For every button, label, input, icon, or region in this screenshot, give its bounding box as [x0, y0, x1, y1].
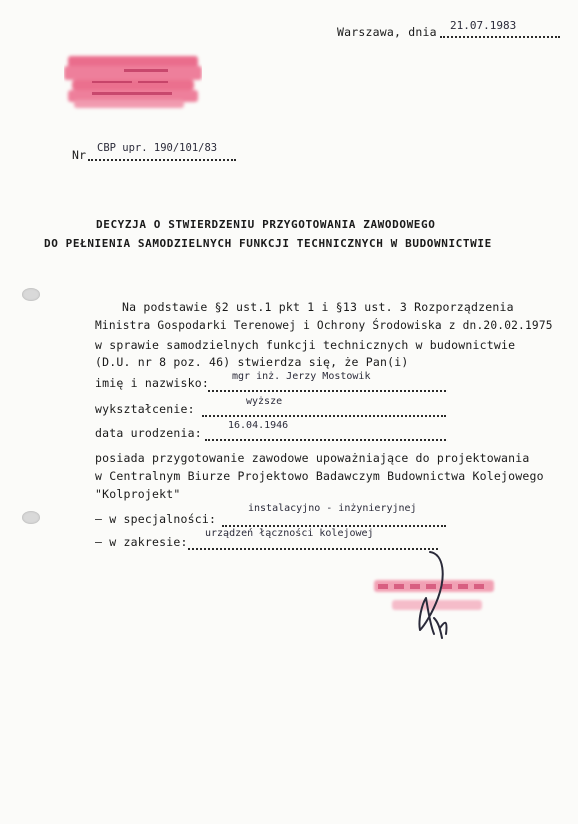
specialty-value: instalacyjno - inżynieryjnej	[248, 503, 417, 514]
body-line-1: Na podstawie §2 ust.1 pkt 1 i §13 ust. 3 Rozporządzenia	[122, 300, 514, 314]
institution-stamp-graphic	[64, 52, 202, 112]
date-value: 21.07.1983	[450, 19, 517, 32]
document-title-line2: DO PEŁNIENIA SAMODZIELNYCH FUNKCJI TECHNICZNYCH W BUDOWNICTWIE	[44, 237, 492, 250]
reference-number: CBP upr. 190/101/83	[97, 142, 218, 154]
institution-stamp	[64, 52, 202, 112]
document-title-line1: DECYZJA O STWIERDZENIU PRZYGOTOWANIA ZAWODOWEGO	[96, 218, 436, 231]
dob-dotted-line	[205, 437, 446, 441]
name-label: imię i nazwisko:	[95, 376, 209, 390]
scope-value: urządzeń łączności kolejowej	[205, 528, 374, 539]
education-dotted-line	[202, 413, 446, 417]
date-dotted-line	[440, 34, 560, 38]
ref-dotted-line	[88, 157, 236, 161]
place-label: Warszawa, dnia	[337, 25, 437, 39]
punch-hole-bottom	[22, 511, 40, 524]
specialty-dotted-line	[222, 523, 446, 527]
nr-label: Nr	[72, 148, 87, 162]
body-line-4: (D.U. nr 8 poz. 46) stwierdza się, że Pan(i)	[95, 355, 409, 369]
scope-label: – w zakresie:	[95, 535, 188, 549]
education-label: wykształcenie:	[95, 402, 195, 416]
dob-value: 16.04.1946	[228, 420, 289, 431]
punch-hole-top	[22, 288, 40, 301]
body-line-7: "Kolprojekt"	[95, 487, 181, 501]
body-line-2: Ministra Gospodarki Terenowej i Ochrony Środowiska z dn.20.02.1975	[95, 319, 553, 332]
body-line-3: w sprawie samodzielnych funkcji technicznych w budownictwie	[95, 338, 516, 352]
signature-graphic	[400, 548, 460, 648]
specialty-label: – w specjalności:	[95, 512, 217, 526]
dob-label: data urodzenia:	[95, 426, 202, 440]
body-line-6: w Centralnym Biurze Projektowo Badawczym Budownictwa Kolejowego	[95, 469, 544, 483]
education-value: wyższe	[246, 396, 283, 407]
body-line-5: posiada przygotowanie zawodowe upoważniające do projektowania	[95, 451, 530, 465]
signature	[400, 548, 460, 648]
name-dotted-line	[208, 388, 446, 392]
name-value: mgr inż. Jerzy Mostowik	[232, 371, 371, 382]
